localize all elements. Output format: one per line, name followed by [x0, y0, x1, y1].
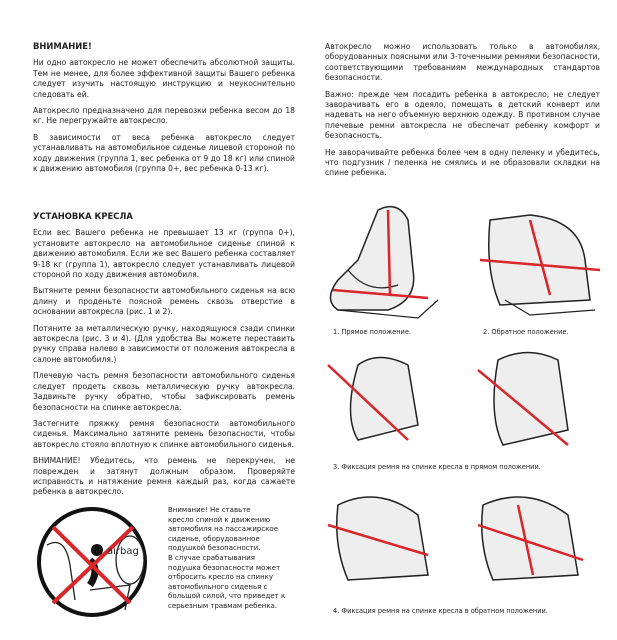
warning-line: автомобиля на пассажирское [168, 525, 279, 534]
no-airbag-warning-icon [35, 505, 150, 620]
paragraph: Важно: прежде чем посадить ребенка в автокресло, не следует заворачивать его в одеяло, помещать в детский конверт или надевать на него объемную верхнюю одежду. В противном случае плечевые ремни автокресла не обеспечат ребенку комфорт и безопасность. [325, 89, 600, 141]
warning-line: отбросить кресло на спинку [168, 573, 274, 582]
install-title: УСТАНОВКА КРЕСЛА [33, 211, 133, 221]
paragraph: Застегните пряжку ремня безопасности автомобильного сиденья. Максимально затяните ремень безопасности, чтобы автокресло стояло вплотную к спинке автомобильного сиденья. [33, 418, 295, 449]
figure-2-seat-illustration [470, 200, 610, 325]
paragraph: Автокресло предназначено для перевозки ребенка весом до 18 кг. Не перегружайте автокресло. [33, 106, 295, 126]
warning-line: подушка безопасности может [168, 563, 281, 572]
paragraph: Потяните за металлическую ручку, находящуюся сзади спинки автокресла (рис. 3 и 4). (Для удобства Вы можете переставить ручку справа налево в зависимости от положения автокресла в салоне автомобиля.) [33, 323, 295, 364]
warning-line: кресло спиной к движению [168, 515, 271, 524]
paragraph: ВНИМАНИЕ! Убедитесь, что ремень не перекручен, не поврежден и затянут должным образом. Проверяйте исправность и натяжение ремня каждый раз, когда сажаете ребенка в автокресло. [33, 456, 295, 497]
figure-3-caption: 3. Фиксация ремня на спинке кресла в прямом положении. [333, 463, 541, 471]
warning-line: Внимание! Не ставьте [168, 506, 251, 514]
paragraph: Плечевую часть ремня безопасности автомобильного сиденья следует продеть сквозь металлическую ручку автокресла. Задвиньте ручку обратно, чтобы зафиксировать ремень безопасности на спинке автокресла. [33, 371, 295, 412]
right-text [325, 42, 600, 185]
paragraph: Автокресло можно использовать только в автомобилях, оборудованных поясными или 3-точечными ремнями безопасности, соответствующими требованиям международных стандартов безопасности. [325, 42, 600, 83]
warning-line: В случае срабатывания [168, 553, 255, 562]
warning-section [33, 41, 295, 180]
warning-line: автомобильного сиденья с [168, 582, 268, 591]
paragraph: В зависимости от веса ребенка автокресло следует устанавливать на автомобильное сиденье лицевой стороной по ходу движения (группа 1, вес ребенка от 9 до 18 кг) или спиной к движению автомобиля (группа 0+, вес ребенка 0-13 кг). [33, 132, 295, 174]
attention-title: ВНИМАНИЕ! [33, 41, 92, 51]
figure-1-caption: 1. Прямое положение. [333, 328, 411, 336]
paragraph: Вытяните ремни безопасности автомобильного сиденья на всю длину и проденьте поясной ремень сквозь отверстие в основании автокресла (рис. 1 и 2). [33, 286, 295, 317]
airbag-label: airbag [107, 546, 139, 557]
figure-1-seat-illustration [318, 200, 468, 325]
figure-3-seat-illustration [318, 345, 608, 460]
airbag-warning-text [168, 506, 288, 612]
warning-line: сиденье, оборудованное [168, 534, 260, 543]
figure-4-caption: 4. Фиксация ремня на спинке кресла в обратном положении. [333, 607, 548, 615]
paragraph: Если вес Вашего ребенка не превышает 13 кг (группа 0+), установите автокресло на автомобильное сиденье спиной к движению автомобиля. Если же вес Вашего ребенка составляет 9-18 кг (группа 1), автокресло следует устанавливать лицевой стороной по ходу движения автомобиля. [33, 228, 295, 280]
paragraph: Ни одно автокресло не может обеспечить абсолютной защиты. Тем не менее, для более эффективной защиты Вашего ребенка следует изучить настоящую инструкцию и неукоснительно следовать ей. [33, 58, 295, 99]
install-section [33, 211, 295, 504]
figure-2-caption: 2. Обратное положение. [483, 328, 569, 336]
figure-4-seat-illustration [318, 475, 608, 600]
paragraph: Не заворачивайте ребенка более чем в одну пеленку и убедитесь, что подгузник / пеленка не смялись и не образовали складки на спине ребенка. [325, 147, 600, 178]
warning-line: большой силой, что приведет к [168, 592, 286, 601]
warning-line: серьезным травмам ребенка. [168, 601, 278, 610]
warning-line: подушкой безопасности. [168, 544, 261, 553]
